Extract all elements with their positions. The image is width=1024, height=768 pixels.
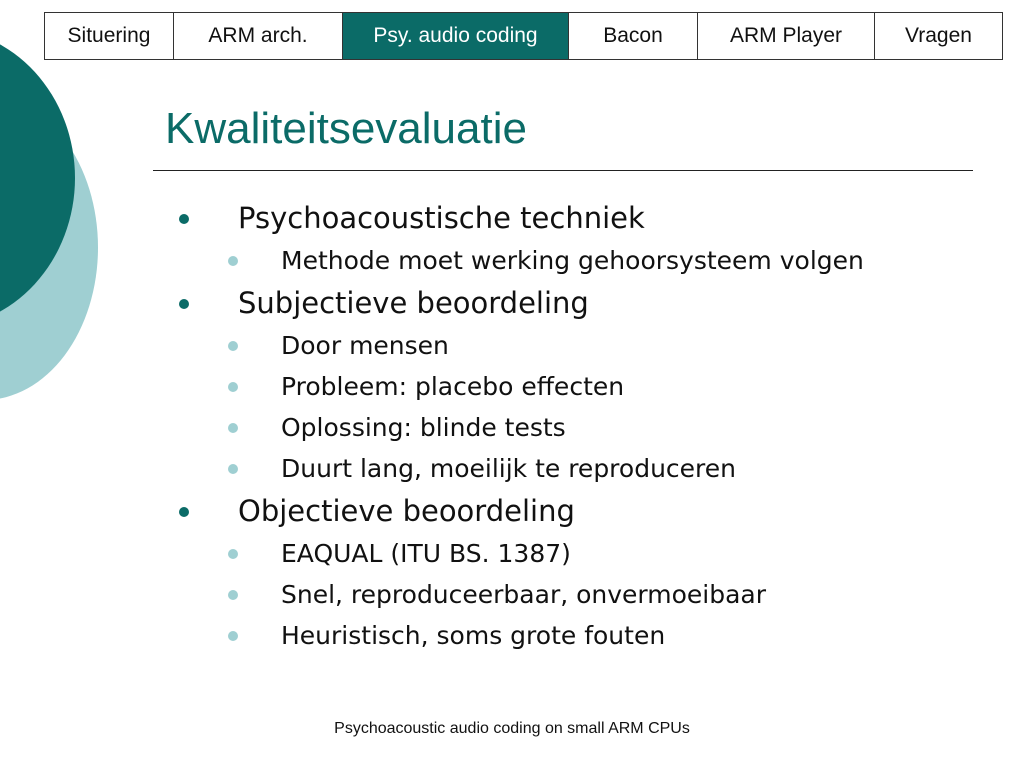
bullet-text: Psychoacoustische techniek [238, 201, 645, 235]
sub-bullet-item [170, 574, 990, 615]
bullet-dot-icon [179, 299, 189, 309]
sub-bullet-dot-icon [228, 256, 238, 266]
bullet-text: Objectieve beoordeling [238, 494, 575, 528]
tab-bacon[interactable]: Bacon [569, 13, 698, 59]
sub-bullet-dot-icon [228, 382, 238, 392]
bullet-dot-icon [179, 507, 189, 517]
sub-bullet-text: Methode moet werking gehoorsysteem volgen [281, 246, 864, 275]
bullet-dot-icon [179, 214, 189, 224]
sub-bullet-item [170, 240, 990, 281]
sub-bullet-item [170, 407, 990, 448]
sub-bullet-text: Oplossing: blinde tests [281, 413, 566, 442]
sub-bullet-item [170, 615, 990, 656]
section-nav [44, 12, 1003, 60]
sub-bullet-dot-icon [228, 549, 238, 559]
sub-bullet-dot-icon [228, 631, 238, 641]
bullet-list [170, 196, 990, 656]
sub-bullet-item [170, 533, 990, 574]
sub-bullet-text: Heuristisch, soms grote fouten [281, 621, 666, 650]
tab-vragen[interactable]: Vragen [905, 24, 972, 47]
sub-bullet-item [170, 448, 990, 489]
slide-footer: Psychoacoustic audio coding on small ARM CPUs [334, 720, 690, 737]
tab-arm-player[interactable]: ARM Player [698, 13, 875, 59]
bullet-item [170, 196, 990, 240]
slide-title: Kwaliteitsevaluatie [165, 104, 527, 153]
sub-bullet-item [170, 366, 990, 407]
bullet-item [170, 489, 990, 533]
sub-bullet-dot-icon [228, 341, 238, 351]
tab-situering[interactable]: Situering [45, 13, 174, 59]
sub-bullet-text: Probleem: placebo effecten [281, 372, 625, 401]
bullet-item [170, 281, 990, 325]
sub-bullet-text: Duurt lang, moeilijk te reproduceren [281, 454, 737, 483]
bullet-text: Subjectieve beoordeling [238, 286, 589, 320]
sub-bullet-text: EAQUAL (ITU BS. 1387) [281, 539, 571, 568]
title-divider [153, 170, 973, 171]
tab-arm-arch[interactable]: ARM arch. [174, 13, 343, 59]
sub-bullet-text: Snel, reproduceerbaar, onvermoeibaar [281, 580, 767, 609]
sub-bullet-dot-icon [228, 423, 238, 433]
sub-bullet-text: Door mensen [281, 331, 449, 360]
sub-bullet-dot-icon [228, 464, 238, 474]
tab-psy-audio-coding[interactable]: Psy. audio coding [343, 13, 569, 59]
sub-bullet-dot-icon [228, 590, 238, 600]
sub-bullet-item [170, 325, 990, 366]
